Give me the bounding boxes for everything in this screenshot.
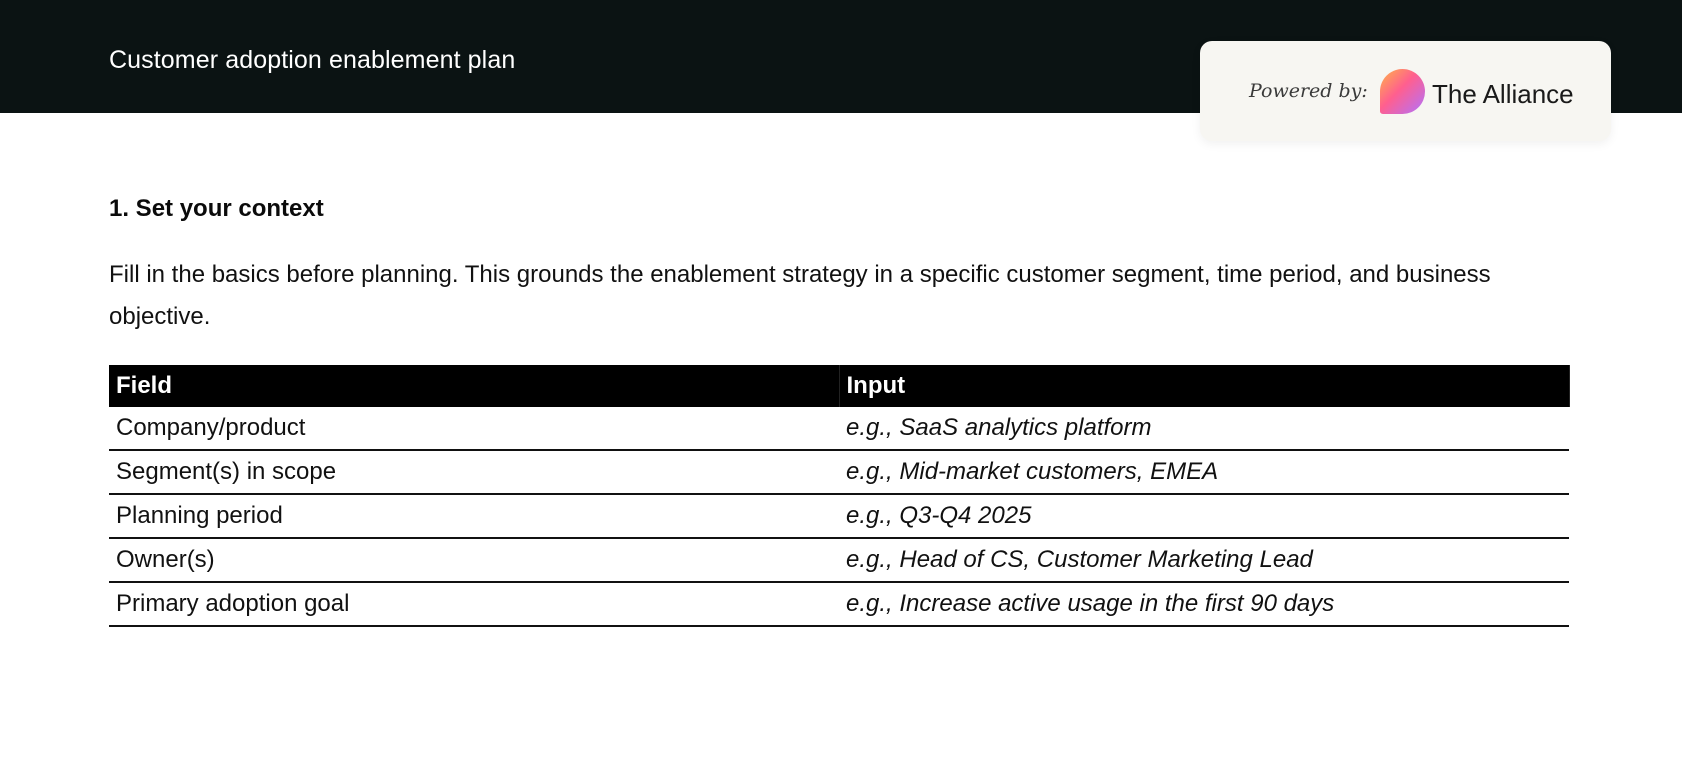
field-cell: Planning period [109, 494, 839, 538]
input-cell[interactable]: e.g., Mid-market customers, EMEA [839, 450, 1569, 494]
input-cell[interactable]: e.g., Increase active usage in the first 90 days [839, 582, 1569, 626]
table-row [109, 494, 1569, 538]
brand-name: The Alliance [1432, 79, 1574, 109]
field-cell: Primary adoption goal [109, 582, 839, 626]
column-header-input: Input [839, 365, 1569, 407]
powered-by-card [1200, 41, 1611, 141]
input-cell[interactable]: e.g., Q3-Q4 2025 [839, 494, 1569, 538]
table-row [109, 582, 1569, 626]
input-cell[interactable]: e.g., Head of CS, Customer Marketing Lead [839, 538, 1569, 582]
section-description: Fill in the basics before planning. This grounds the enablement strategy in a specific customer segment, time period, and business objective. [109, 261, 1491, 330]
input-cell[interactable]: e.g., SaaS analytics platform [839, 407, 1569, 450]
table-header-row [109, 365, 1569, 407]
field-cell: Segment(s) in scope [109, 450, 839, 494]
powered-by-label: Powered by: [1249, 80, 1368, 102]
table-row [109, 538, 1569, 582]
table-row [109, 407, 1569, 450]
field-cell: Company/product [109, 407, 839, 450]
alliance-logo-icon [1380, 69, 1425, 114]
table-row [109, 450, 1569, 494]
section-heading: 1. Set your context [109, 195, 324, 222]
field-cell: Owner(s) [109, 538, 839, 582]
document-title: Customer adoption enablement plan [109, 46, 516, 74]
column-header-field: Field [109, 365, 839, 407]
context-table [109, 365, 1570, 627]
